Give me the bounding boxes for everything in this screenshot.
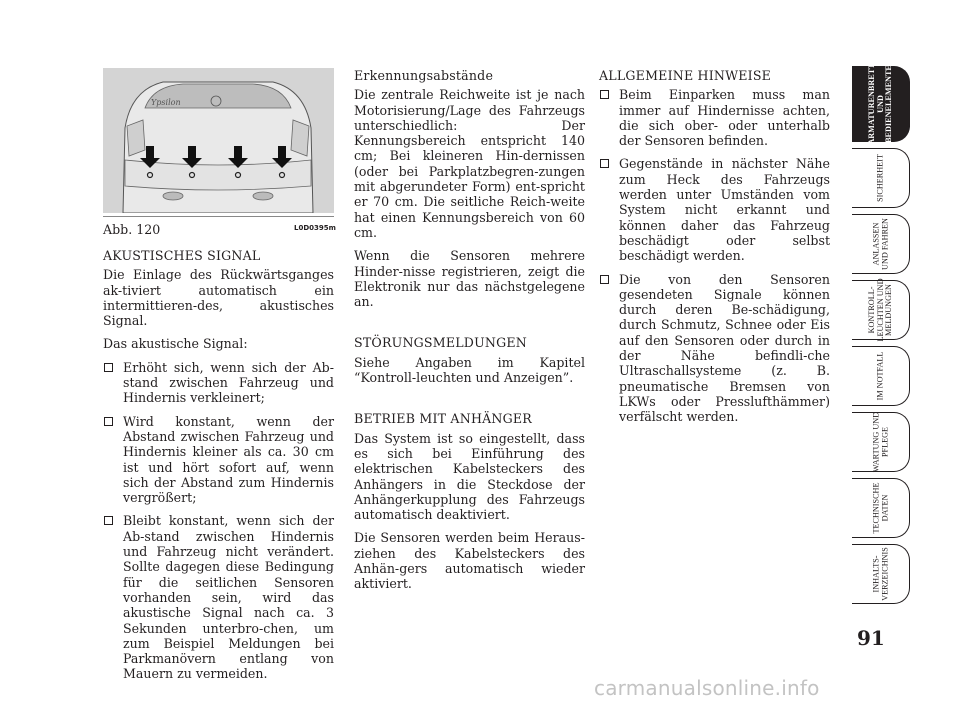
heading-stoerungsmeldungen: STÖRUNGSMELDUNGEN	[354, 335, 528, 351]
paragraph: Die Sensoren werden beim Heraus-ziehen des Kabelsteckers des Anhän-gers automatisch wieder aktiviert.	[354, 530, 585, 592]
tab-armaturenbrett[interactable]	[852, 63, 910, 145]
list-item-text: Gegenstände in nächster Nähe zum Heck des Fahrzeugs werden unter Umständen vom System nicht erkannt und können daher das Fahrzeug beschädigt oder selbst beschädigt werden.	[619, 156, 830, 264]
column-right	[599, 68, 830, 433]
tab-sicherheit[interactable]	[852, 148, 910, 208]
list-item-text: Beim Einparken muss man immer auf Hindernisse achten, die sich ober- oder unterhalb der Sensoren befinden.	[619, 87, 830, 149]
figure-code: L0D0395m	[294, 224, 336, 232]
bullet-list	[103, 360, 334, 682]
caption-rule	[103, 216, 334, 217]
paragraph: Das akustische Signal:	[103, 336, 248, 352]
checkbox-bullet-icon	[600, 275, 609, 284]
tab-wartung[interactable]	[852, 412, 910, 472]
list-item-text: Bleibt konstant, wenn sich der Ab-stand zwischen Hindernis und Fahrzeug nicht verändert. Sollte dagegen diese Bedingung für die seitlichen Sensoren vorhanden sein, wird das akustische Signal nach ca. 3 Sekunden unterbro-chen, um zum Beispiel Meldungen bei Parkmanövern entlang von Mauern zu vermeiden.	[123, 513, 334, 682]
tab-label: WARTUNG UND PFLEGE	[870, 411, 889, 473]
tab-label: ARMATURENBRETT UND BEDIENELEMENTE	[866, 63, 893, 145]
list-item	[103, 414, 334, 506]
paragraph: Die Einlage des Rückwärtsganges ak-tiviert automatisch ein intermittieren-des, akustisches Signal.	[103, 267, 334, 329]
tab-technische-daten[interactable]	[852, 478, 910, 538]
heading-allgemeine-hinweise: ALLGEMEINE HINWEISE	[599, 68, 772, 83]
list-item	[599, 156, 830, 263]
page-number: 91	[857, 626, 885, 650]
checkbox-bullet-icon	[600, 90, 609, 99]
tab-anlassen[interactable]	[852, 214, 910, 274]
paragraph: Das System ist so eingestellt, dass es sich bei Einführung des elektrischen Kabelsteckers des Anhängers in die Steckdose der Anhängerkupplung des Fahrzeugs automatisch deaktiviert.	[354, 430, 585, 523]
heading-akustisches-signal: AKUSTISCHES SIGNAL	[103, 248, 261, 263]
watermark: carmanualsonline.info	[594, 676, 820, 700]
list-item-text: Wird konstant, wenn der Abstand zwischen Fahrzeug und Hindernis kleiner als ca. 30 cm ist und hört sofort auf, wenn sich der Abstand zum Hindernis vergrößert;	[123, 413, 334, 506]
checkbox-bullet-icon	[104, 363, 113, 372]
tab-label: TECHNISCHE DATEN	[870, 482, 889, 534]
bullet-list	[599, 87, 830, 424]
parking-sensor-figure	[103, 68, 334, 213]
column-left	[103, 248, 334, 690]
heading-betrieb-mit-anhaenger: BETRIEB MIT ANHÄNGER	[354, 411, 532, 427]
list-item	[599, 272, 830, 425]
tab-label: IM NOTFALL	[875, 351, 885, 401]
tab-label: ANLASSEN UND FAHREN	[870, 218, 889, 270]
list-item-text: Erhöht sich, wenn sich der Ab-stand zwischen Fahrzeug und Hindernis verkleinert;	[123, 359, 334, 406]
paragraph: Wenn die Sensoren mehrere Hinder-nisse registrieren, zeigt die Elektronik nur das nächstgelegene an.	[354, 248, 585, 310]
list-item-text: Die von den Sensoren gesendeten Signale können durch deren Be-schädigung, durch Schmutz, Schnee oder Eis auf den Sensoren oder durch in der Nähe befindli-che Ultraschallsysteme (z. B. pneumatische Bremsen von LKWs oder Presslufthämmer) verfälscht werden.	[619, 271, 830, 425]
checkbox-bullet-icon	[600, 159, 609, 168]
tab-kontrollleuchten[interactable]	[852, 280, 910, 340]
figure-caption: Abb. 120	[103, 222, 161, 237]
tab-label: INHALTS- VERZEICHNIS	[870, 547, 889, 601]
paragraph: Die zentrale Reichweite ist je nach Motorisierung/Lage des Fahrzeugs unterschiedlich: Der Kennungsbereich entspricht 140 cm; Bei kleineren Hin-dernissen (oder bei Parkplatzbegren-zungen mit abgerundeter Form) ent-spricht er 70 cm. Die seitliche Reich-weite hat einen Kennungsbereich von 60 cm.	[354, 87, 585, 240]
heading-erkennungsabstaende: Erkennungsabstände	[354, 68, 494, 83]
column-middle	[354, 68, 585, 600]
paragraph: Siehe Angaben im Kapitel “Kontroll-leuchten und Anzeigen”.	[354, 354, 585, 386]
list-item	[103, 360, 334, 406]
tab-im-notfall[interactable]	[852, 346, 910, 406]
tab-inhaltsverzeichnis[interactable]	[852, 544, 910, 604]
list-item	[599, 87, 830, 148]
tab-label: KONTROLL- LEUCHTEN UND MELDUNGEN	[866, 278, 893, 342]
model-logo: Ypsilon	[151, 98, 181, 107]
checkbox-bullet-icon	[104, 417, 113, 426]
chapter-tabs	[852, 63, 914, 610]
tab-label: SICHERHEIT	[875, 154, 885, 202]
car-rear-illustration	[103, 68, 334, 213]
list-item	[103, 513, 334, 681]
checkbox-bullet-icon	[104, 516, 113, 525]
